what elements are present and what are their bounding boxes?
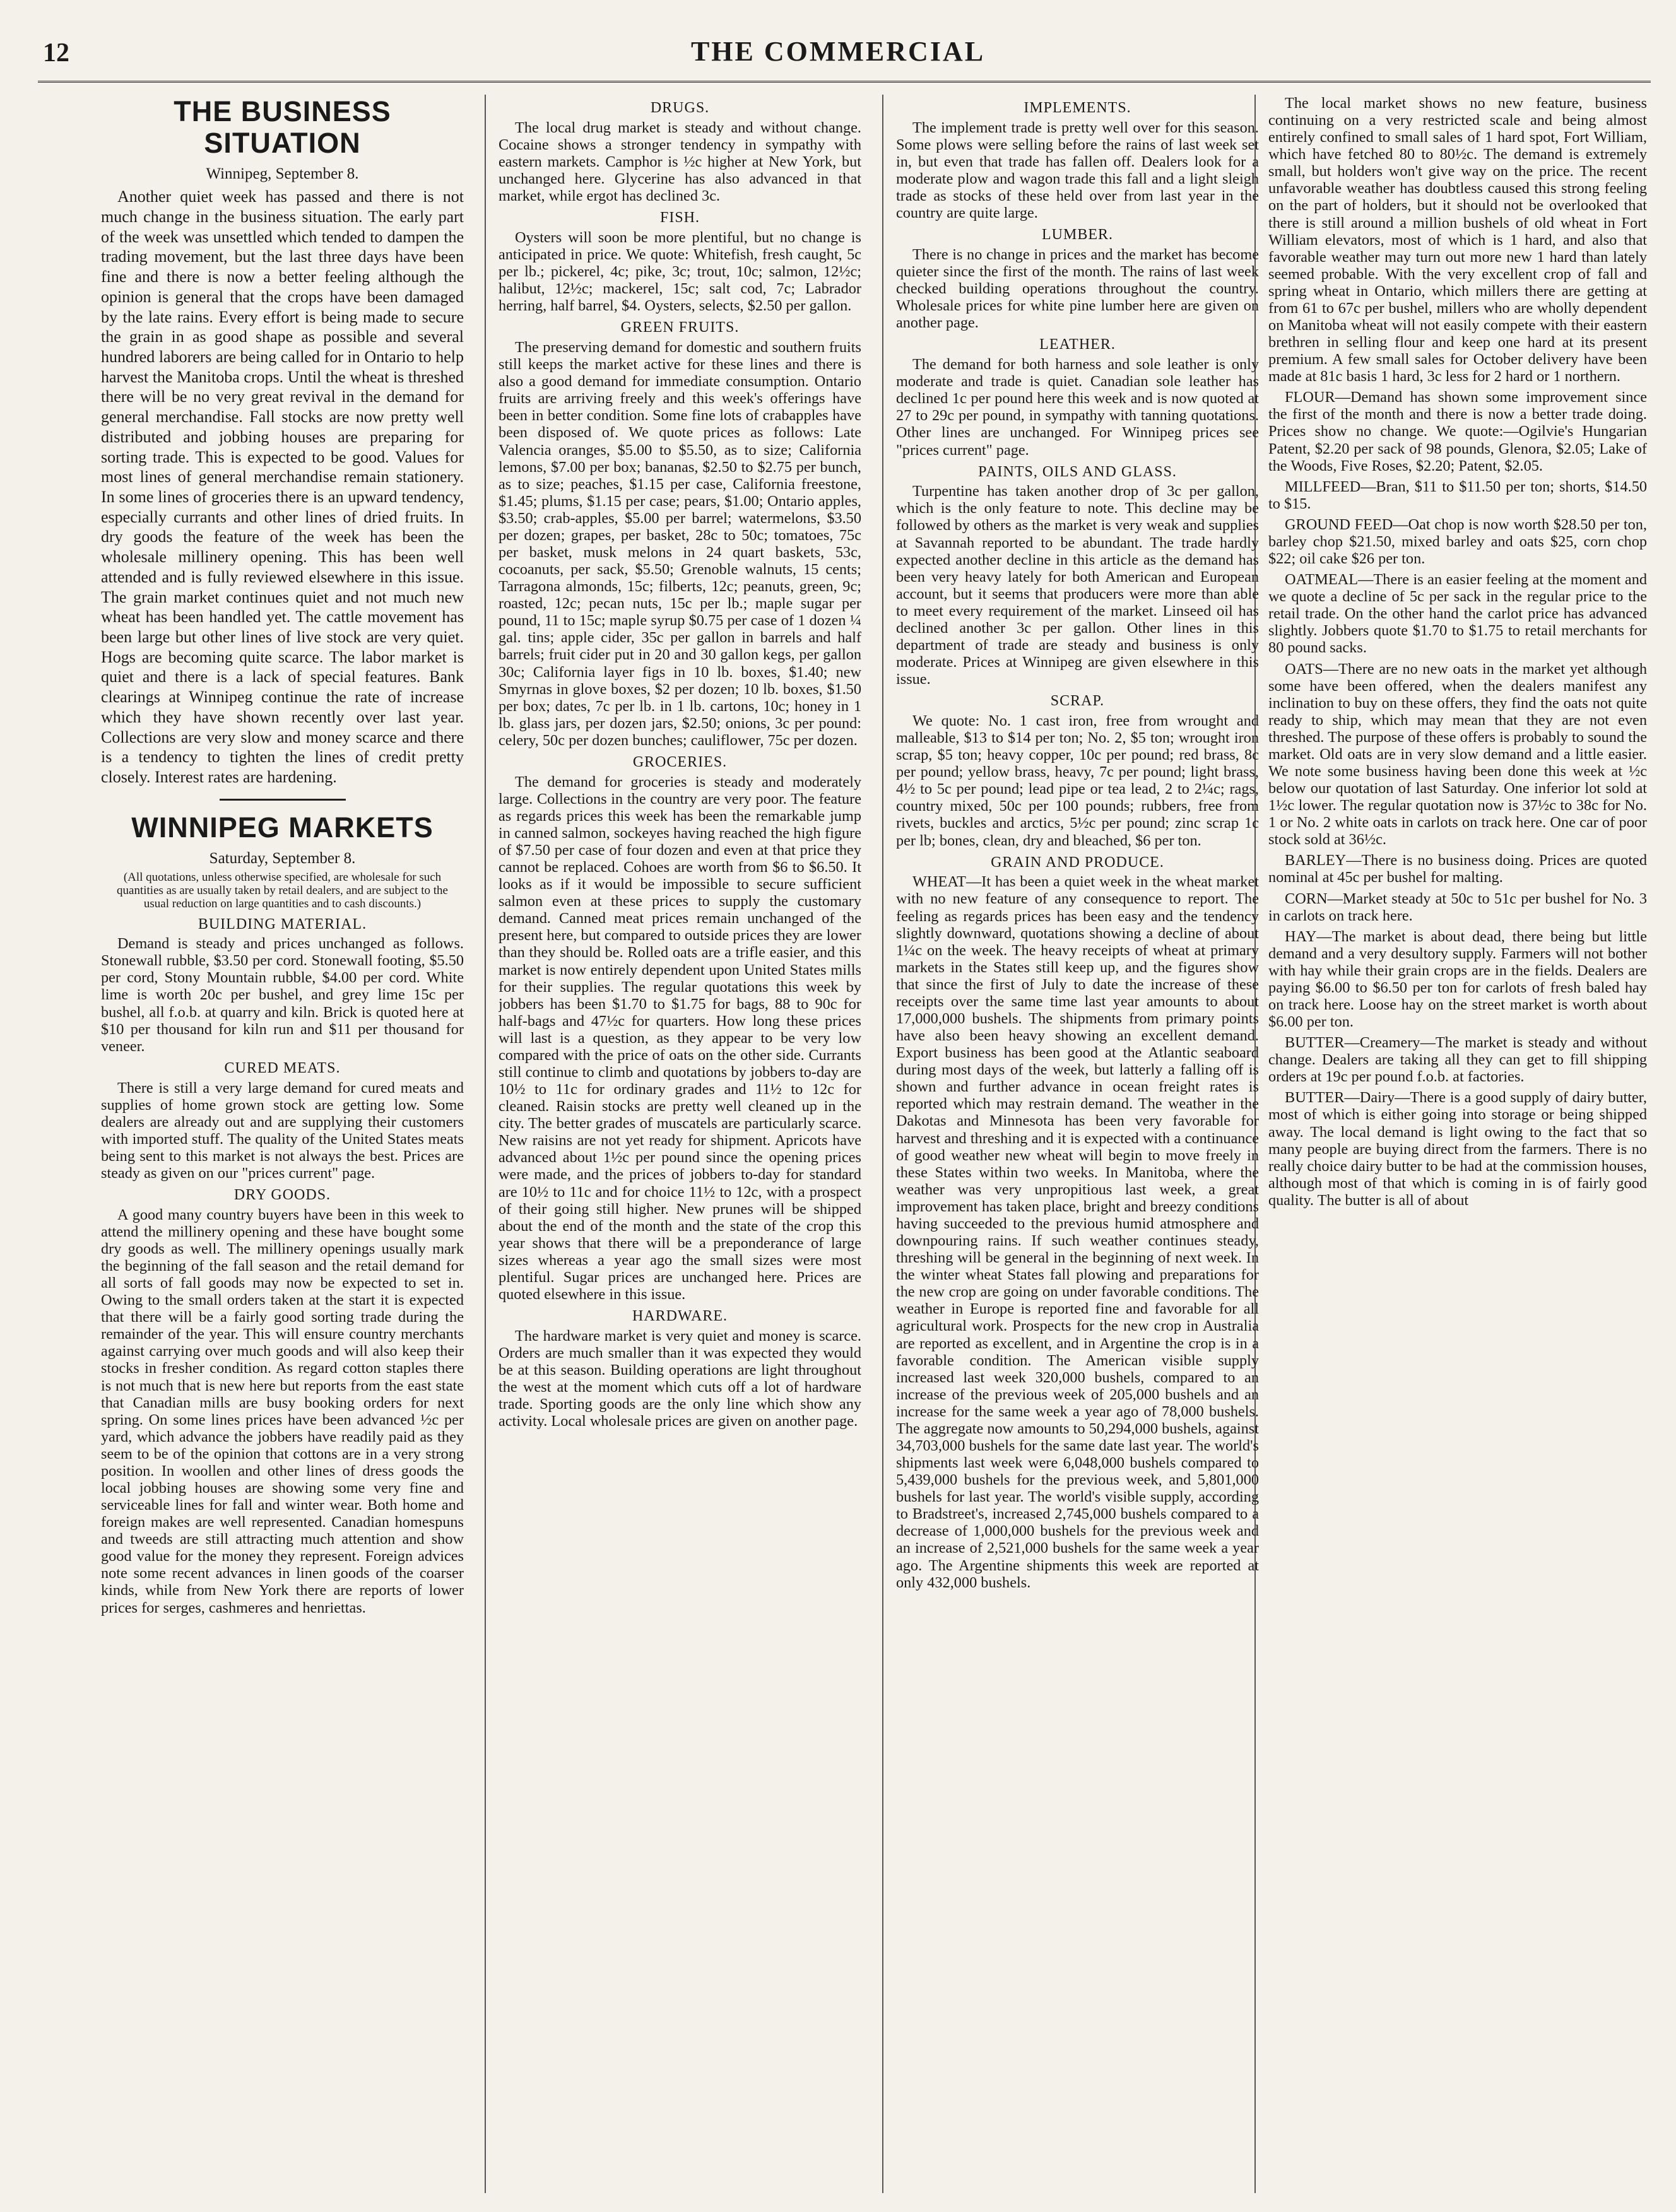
fish-text: Oysters will soon be more plentiful, but no change is anticipated in price. We quote: Whitefish, fresh caught, 5c per lb.; pickerel, 4c; pike, 3c; trout, 10c; salmon, 12½c; halibut, 12½c; mackerel, 15c; salt cod, 7c; Labrador herring, half barrel, $4. Oysters, selects, $2.50 per gallon. bbox=[499, 228, 861, 315]
grain-produce-heading: GRAIN AND PRODUCE. bbox=[991, 854, 1164, 871]
leather-heading: LEATHER. bbox=[1039, 336, 1116, 353]
oatmeal-text: OATMEAL—There is an easier feeling at the moment and we quote a decline of 5c per sack in the regular price to the retail trade. On the other hand the carlot price has advanced slightly. Jobbers quote $1.70 to $1.75 to retail merchants for 80 pound sacks. bbox=[1268, 571, 1647, 657]
business-situation-title: THE BUSINESS SITUATION bbox=[174, 95, 391, 160]
business-paragraph: Another quiet week has passed and there is not much change in the business situation. The early part of the week was unsettled which tended to dampen the trading movement, but the last three days have been fine and there is now a better feeling although the opinion is general that the crops have been damaged by the late rains. Every effort is being made to secure the grain in as good shape as possible and several hundred laborers are being called for in Ontario to help harvest the Manitoba crops. Until the wheat is threshed there will be no very great revival in the demand for general merchandise. Fall stocks are now pretty well distributed and jobbing houses are preparing for sorting trade. This is expected to be good. Values for most lines of general merchandise remain stationery. In some lines of groceries there is an upward tendency, especially currants and other lines of dried fruits. In dry goods the feature of the week has been the wholesale millinery opening. This has been well attended and is fully reviewed elsewhere in this issue. The grain market continues quiet and not much new wheat has been handled yet. The cattle movement has been large but other lines of live stock are very quiet. Hogs are becoming quite scarce. The labor market is quiet and there is a lack of special features. Bank clearings at Winnipeg continue the rate of increase which they have shown recently over last year. Collections are very slow and money scarce and there is a tendency to tighten the lines of credit pretty closely. Interest rates are hardening. bbox=[101, 187, 464, 787]
butter-creamery-text: BUTTER—Creamery—The market is steady and without change. Dealers are taking all they can get to fill shipping orders at 19c per pound f.o.b. at factories. bbox=[1268, 1034, 1647, 1086]
wheat-text: WHEAT—It has been a quiet week in the wheat market with no new feature of any consequence to report. The feeling as regards prices has been easy and the tendency slightly downward, quotations showing a decline of about 1¼c on the week. The heavy receipts of wheat at primary markets in the States still keep up, and the figures show that since the first of July to date the increase of these receipts over the same time last year amounts to about 17,000,000 bushels. The shipments from primary points have also been heavy showing an excellent demand. Export business has been good at the Atlantic seaboard during most days of the week, but latterly a falling off is shown and further advance in ocean freight rates is reported which may restrain demand. The weather in the Dakotas and Minnesota has been very favorable for harvest and threshing and it is expected with a continuance of good weather new wheat will begin to move freely in these States within two weeks. In Manitoba, where the weather was very unpropitious last week, a great improvement has taken place, bright and breezy conditions having succeeded to the previous humid atmosphere and downpouring rains. If such weather continues steady, threshing will be general in the beginning of next week. In the winter wheat States fall plowing and preparations for the new crop are going on under favorable conditions. The weather in Europe is reported fine and favorable for all agricultural work. Prospects for the new crop in Australia are reported as excellent, and in Argentine the crop is in a favorable condition. The American visible supply increased last week 320,000 bushels, compared to an increase of the previous week of 205,000 bushels and an increase for the same week a year ago of 78,000 bushels. The aggregate now amounts to 50,294,000 bushels, against 34,703,000 bushels for the same date last year. The world's shipments last week were 6,048,000 bushels compared to 5,439,000 bushels for the previous week, and 5,801,000 bushels for last year. The world's visible supply, according to Bradstreet's, increased 2,745,000 bushels compared to a decrease of 1,000,000 bushels for the previous week and an increase of 2,521,000 bushels for the same week a year ago. The Argentine shipments this week are reported at only 432,000 bushels. bbox=[896, 873, 1259, 1591]
column-1 bbox=[101, 95, 464, 2193]
leather-text: The demand for both harness and sole leather is only moderate and trade is quiet. Canadian sole leather has declined 1c per pound here this week and is now quoted at 27 to 29c per pound, in sympathy with tanning quotations. Other lines are unchanged. For Winnipeg prices see "prices current" page. bbox=[896, 356, 1259, 459]
scrap-text: We quote: No. 1 cast iron, free from wrought and malleable, $13 to $14 per ton; No. 2, $5 ton; wrought iron scrap, $5 ton; heavy copper, 10c per pound; red brass, 8c per pound; yellow brass, heavy, 7c per pound; light brass, 4½ to 5c per pound; lead pipe or tea lead, 2 to 2¼c; rags, country mixed, 50c per 100 pounds; rubbers, free from rivets, buckles and arctics, 5½c per pound; zinc scrap 1c per lb; bones, clean, dry and bleached, $6 per ton. bbox=[896, 712, 1259, 849]
implements-text: The implement trade is pretty well over for this season. Some plows were selling before the rains of last week set in, but even that trade has fallen off. Dealers look for a moderate plow and wagon trade this fall and a light sleigh trade as stocks of these held over from last year in the country are quite large. bbox=[896, 119, 1259, 222]
column-rule bbox=[882, 95, 883, 2193]
business-dateline: Winnipeg, September 8. bbox=[206, 165, 359, 183]
green-fruits-heading: GREEN FRUITS. bbox=[620, 319, 740, 336]
top-rule bbox=[38, 81, 1651, 83]
flour-text: FLOUR—Demand has shown some improvement since the first of the month and there is now a better trade doing. Prices show no change. We quote:—Ogilvie's Hungarian Patent, $2.20 per sack of 98 pounds, Glenora, $2.05; Lake of the Woods, Five Roses, $2.20; Patent, $2.05. bbox=[1268, 389, 1647, 474]
drugs-text: The local drug market is steady and without change. Cocaine shows a stronger tendency in sympathy with eastern markets. Camphor is ½c higher at New York, but unchanged here. Glycerine has also advanced in that market, while ergot has declined 3c. bbox=[499, 119, 861, 205]
local-market-text: The local market shows no new feature, business continuing on a very restricted scale and being almost entirely confined to small sales of 1 hard spot, Fort William, which have fetched 80 to 80½c. The demand is extremely small, but holders won't give way on the price. The recent unfavorable weather has doubtless caused this strong feeling on the part of holders, but it should not be overlooked that there is still around a million bushels of old wheat in Fort William elevators, most of which is 1 hard, and also that favorable weather may turn out more new 1 hard than lately seemed probable. With the very excellent crop of fall and spring wheat in Ontario, which millers there are getting at from 61 to 67c per bushel, millers who are wholly dependent on Manitoba wheat will not easily compete with their eastern brethren in selling flour and keep one hard at its present premium. A few small sales for October delivery have been made at 81c basis 1 hard, 3c less for 2 hard or 1 northern. bbox=[1268, 95, 1647, 385]
paints-heading: PAINTS, OILS AND GLASS. bbox=[978, 463, 1177, 480]
building-material-heading: BUILDING MATERIAL. bbox=[198, 915, 367, 932]
oats-text: OATS—There are no new oats in the market yet although some have been offered, when the dealers manifest any inclination to buy on these offers, they find the oats not quite ready to ship, which may mean that they are not even threshed. The purpose of these offers is probably to sound the market. Old oats are in very slow demand and a little easier. We note some business having been done this week at ½c below our quotation of last Saturday. One inferior lot sold at 1½c lower. The regular quotation now is 37½c to 38c for No. 1 or No. 2 white oats in carlots on track here. One car of poor stock sold at 36½c. bbox=[1268, 660, 1647, 849]
barley-text: BARLEY—There is no business doing. Prices are quoted nominal at 45c per bushel for malting. bbox=[1268, 852, 1647, 886]
paints-text: Turpentine has taken another drop of 3c per gallon, which is the only feature to note. This decline may be followed by others as the market is very weak and supplies at Savannah reported to be abundant. The trade hardly expected another decline in this article as the demand has been very heavy lately for both American and European account, but it seems that producers were more than able to meet every requirement of the market. Linseed oil has declined another 3c per gallon. Other lines in this department of trade are steady and business is only moderate. Prices at Winnipeg are given elsewhere in this issue. bbox=[896, 483, 1259, 688]
drugs-heading: DRUGS. bbox=[650, 100, 710, 116]
cured-meats-heading: CURED MEATS. bbox=[224, 1059, 341, 1076]
masthead: THE COMMERCIAL bbox=[690, 36, 986, 67]
groceries-text: The demand for groceries is steady and moderately large. Collections in the country are very poor. The feature as regards prices this week has been the remarkable jump in canned salmon, sockeyes having reached the high figure of $7.50 per case of four dozen and even at that price they cannot be replaced. Cohoes are worth from $6 to $6.50. It looks as if it would be impossible to secure sufficient salmon even at these prices to supply the customary demand. Canned meat prices remain unchanged of the present here, but compared to outside prices they are lower than they should be. Rolled oats are a trifle easier, and this market is now entirely dependent upon United States mills for their supplies. The regular quotations this week by jobbers has been $1.70 to $1.75 for bags, 88 to 90c for half-bags and 47½c for quarters. How long these prices will last is a question, as they appear to be very low compared with the price of oats on the other side. Currants still continue to climb and quotations by jobbers to-day are 10½ to 11c for ordinary grades and 11½ to 12c for cleaned. Raisin stocks are pretty well cleaned up in the city. The better grades of muscatels are particularly scarce. New raisins are not yet ready for shipment. Apricots have advanced about 1½c per pound since the opening prices were made, and the prices of jobbers to-day for standard are 10½ to 11c and for choice 11½ to 12c, with a prospect of their going still higher. New prunes will be shipped about the end of the month and the state of the crop this year shows that there will be a preponderance of large sizes whereas a year ago the small sizes were most plentiful. Sugar prices are unchanged here. Prices are quoted elsewhere in this issue. bbox=[499, 773, 861, 1303]
green-fruits-text: The preserving demand for domestic and southern fruits still keeps the market active for these lines and there is also a good demand for immediate consumption. Ontario fruits are arriving freely and this week's offerings have been in better condition. Some fine lots of crabapples have been disposed of. We quote prices as follows: Late Valencia oranges, $5.00 to $5.50, as to size; California lemons, $7.00 per box; bananas, $2.50 to $2.75 per bunch, as to size; peaches, $1.15 per case, California freestone, $1.45; plums, $1.15 per case; pears, $1.00; Ontario apples, $3.50; crab-apples, $5.00 per barrel; watermelons, $3.50 per dozen; grapes, per basket, 28c to 50c; tomatoes, 75c per basket, musk melons in 24 quart baskets, 53c, cocoanuts, per sack, $5.50; Grenoble walnuts, 15 cents; Tarragona almonds, 15c; filberts, 12c; peanuts, green, 9c; roasted, 12c; pecan nuts, 15c per lb.; maple sugar per pound, 11 to 15c; maple syrup $0.75 per case of 1 dozen ¼ gal. tins; apple cider, 35c per gallon in barrels and half barrels; fruit cider put in 20 and 30 gallon kegs, per gallon 30c; California layer figs in 10 lb. boxes, $1.40; new Smyrnas in glove boxes, $2 per dozen; 10 lb. boxes, $1.50 per box; dates, 7c per lb. in 1 lb. cartons, 10c; honey in 1 lb. glass jars, per dozen jars, $2.50; onions, 3c per pound: celery, 50c per dozen bunches; cauliflower, 75c per dozen. bbox=[499, 339, 861, 749]
hardware-heading: HARDWARE. bbox=[632, 1308, 728, 1325]
winnipeg-markets-title: WINNIPEG MARKETS bbox=[131, 811, 434, 844]
ground-feed-text: GROUND FEED—Oat chop is now worth $28.50 per ton, barley chop $21.50, mixed barley and oats $25, corn chop $22; oil cake $26 per ton. bbox=[1268, 515, 1647, 568]
cured-meats-text: There is still a very large demand for cured meats and supplies of home grown stock are getting low. Some dealers are already out and are supplying their customers with imported stuff. The quality of the United States meats being sent to this market is not always the best. Prices are steady as given on our "prices current" page. bbox=[101, 1079, 464, 1182]
hay-text: HAY—The market is about dead, there being but little demand and a very desultory supply. Farmers will not bother with hay while their grain crops are in the fields. Dealers are paying $6.00 to $6.50 per ton for carlots of fresh baled hay on track here. Loose hay on the street market is worth about $6.00 per ton. bbox=[1268, 927, 1647, 1031]
dry-goods-text: A good many country buyers have been in this week to attend the millinery opening and these have bought some dry goods as well. The millinery openings usually mark the beginning of the fall season and the retail demand for all sorts of fall goods may now be expected to set in. Owing to the small orders taken at the start it is expected that there will be a fairly good sorting trade during the remainder of the year. This will ensure country merchants against carrying over much goods and will also keep their stocks in fresher condition. As regard cotton staples there is not much that is new here but reports from the east state that Canadian mills are busy booking orders for next spring. On some lines prices have been advanced ½c per yard, which advance the jobbers have readily paid as they seem to be of the opinion that cottons are in a very strong position. In woollen and other lines of dress goods the local jobbing houses are showing some very fine and serviceable lines for fall and winter wear. Both home and foreign makes are well represented. Canadian homespuns and tweeds are still attracting much attention and show good value for the money they represent. Foreign advices note some recent advances in linen goods of the coarser kinds, while from New York there are reports of lower prices for serges, cashmeres and henriettas. bbox=[101, 1206, 464, 1616]
page-number: 12 bbox=[43, 38, 69, 68]
groceries-heading: GROCERIES. bbox=[632, 753, 728, 770]
millfeed-text: MILLFEED—Bran, $11 to $11.50 per ton; shorts, $14.50 to $15. bbox=[1268, 478, 1647, 512]
markets-note: (All quotations, unless otherwise specified, are wholesale for such quantities as are usually taken by retail dealers, and are subject to the usual reduction on large quantities and to cash discounts.) bbox=[117, 870, 448, 910]
section-divider bbox=[220, 799, 346, 801]
building-material-text: Demand is steady and prices unchanged as follows. Stonewall rubble, $3.50 per cord. Stonewall footing, $5.50 per cord, Stony Mountain rubble, $4.00 per cord. White lime is worth 20c per bushel, and grey lime 15c per bushel, all f.o.b. at quarry and kiln. Brick is quoted here at $10 per thousand for kiln run and $11 per thousand for veneer. bbox=[101, 935, 464, 1055]
markets-dateline: Saturday, September 8. bbox=[209, 849, 356, 867]
fish-heading: FISH. bbox=[659, 209, 700, 226]
lumber-heading: LUMBER. bbox=[1041, 226, 1113, 244]
column-2 bbox=[499, 95, 861, 2193]
column-rule bbox=[485, 95, 486, 2193]
column-3 bbox=[896, 95, 1259, 2193]
scrap-heading: SCRAP. bbox=[1050, 693, 1105, 710]
lumber-text: There is no change in prices and the market has become quieter since the first of the month. The rains of last week checked building operations throughout the country. Wholesale prices for white pine lumber here are given on another page. bbox=[896, 245, 1259, 332]
corn-text: CORN—Market steady at 50c to 51c per bushel for No. 3 in carlots on track here. bbox=[1268, 890, 1647, 924]
hardware-text: The hardware market is very quiet and money is scarce. Orders are much smaller than it was expected they would be at this season. Building operations are light throughout the west at the moment which cuts off a lot of hardware trade. Sporting goods are the only line which show any activity. Local wholesale prices are given on another page. bbox=[499, 1327, 861, 1430]
butter-dairy-text: BUTTER—Dairy—There is a good supply of dairy butter, most of which is either going into storage or being shipped away. The local demand is light owing to the fact that so many people are buying direct from the farmers. There is no really choice dairy butter to be had at the commission houses, although most of that which is coming in is of fairly good quality. The butter is all of about bbox=[1268, 1089, 1647, 1209]
column-4 bbox=[1268, 95, 1647, 2193]
implements-heading: IMPLEMENTS. bbox=[1024, 100, 1131, 116]
dry-goods-heading: DRY GOODS. bbox=[233, 1187, 331, 1204]
